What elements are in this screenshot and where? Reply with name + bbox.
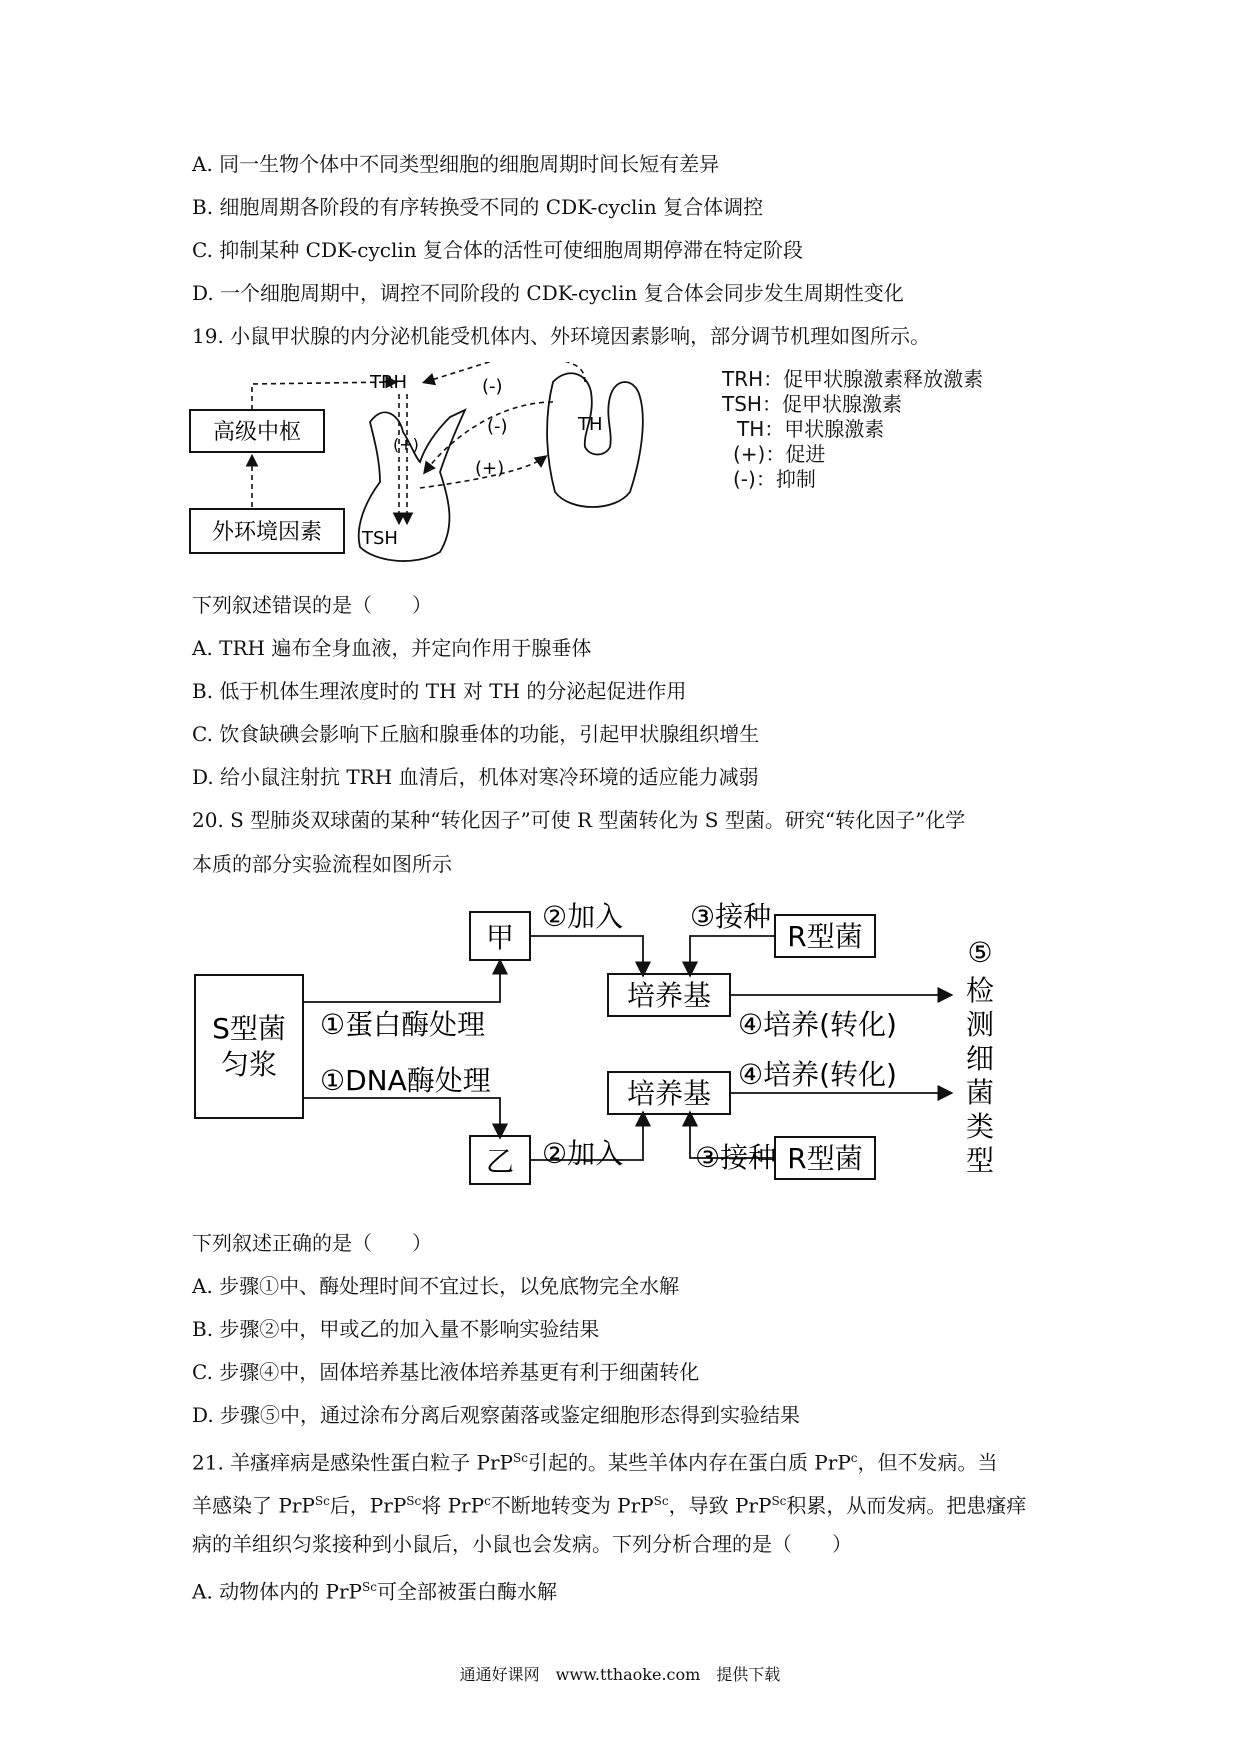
q21-text: 引起的。某些羊体内存在蛋白质 PrP [527,1450,851,1475]
dnase-arrow [303,1098,500,1136]
detect-bacteria-type-label [966,936,994,1177]
s-homogenate-label-2: 匀浆 [220,1048,278,1081]
q19-option-b: B. 低于机体生理浓度时的 TH 对 TH 的分泌起促进作用 [192,679,687,703]
jia-label: 甲 [485,921,515,954]
detect-char-1: 检 [965,974,995,1007]
q21-stem-line1 [192,1446,998,1475]
q20-question: 下列叙述正确的是（ ） [192,1231,432,1255]
superscript-sc: Sc [513,1451,528,1465]
r-bacteria-label-top: R型菌 [787,920,863,953]
s-homogenate-box [195,975,303,1118]
legend-trh: TRH：促甲状腺激素释放激素 [722,367,984,391]
yi-label: 乙 [485,1145,515,1178]
add-arrow-top [530,936,643,974]
q21-stem-line2 [192,1489,1026,1518]
inoculate-arrow-top [690,936,775,974]
q21-text: 后，PrP [329,1493,407,1518]
plus-label-thyroid: (+) [475,458,505,479]
q21-text: 将 PrP [421,1493,485,1518]
superscript-sc: Sc [653,1494,669,1508]
detect-char-4: 菌 [965,1076,995,1109]
q21-text: 羊感染了 PrP [192,1493,315,1518]
higher-center-label: 高级中枢 [212,420,302,445]
detect-char-3: 细 [965,1042,995,1075]
detect-char-6: 型 [965,1144,995,1177]
r-bacteria-label-bottom: R型菌 [787,1142,863,1175]
legend-th: TH：甲状腺激素 [737,417,885,441]
q19-option-c: C. 饮食缺碘会影响下丘脑和腺垂体的功能，引起甲状腺组织增生 [192,722,760,746]
q21-text: A. 动物体内的 PrP [192,1579,362,1604]
q19-stem: 19. 小鼠甲状腺的内分泌机能受机体内、外环境因素影响，部分调节机理如图所示。 [192,324,931,348]
q21-stem-line3: 病的羊组织匀浆接种到小鼠后，小鼠也会发病。下列分析合理的是（ ） [192,1532,852,1556]
add-label-top: ②加入 [542,900,624,933]
minus-label-pituitary: (-) [487,416,508,437]
medium-label-top: 培养基 [626,979,712,1012]
q19-hormone-diagram [185,362,725,567]
q18-option-b: B. 细胞周期各阶段的有序转换受不同的 CDK-cyclin 复合体调控 [192,195,764,219]
q18-option-a: A. 同一生物个体中不同类型细胞的细胞周期时间长短有差异 [192,152,720,176]
dnase-label: ①DNA酶处理 [320,1064,491,1097]
superscript-sc: Sc [362,1580,377,1594]
th-label: TH [578,414,603,435]
inoculate-label-bottom: ③接种 [695,1141,777,1174]
q18-option-d: D. 一个细胞周期中，调控不同阶段的 CDK-cyclin 复合体会同步发生周期性变化 [192,281,904,305]
q21-option-a [192,1575,557,1604]
culture-label-top: ④培养(转化) [738,1008,897,1041]
q21-text: 可全部被蛋白酶水解 [376,1579,557,1604]
legend-promote: (+)：促进 [733,442,826,466]
q20-option-c: C. 步骤④中，固体培养基比液体培养基更有利于细菌转化 [192,1360,700,1384]
th-to-trh-feedback-arrow [425,362,585,382]
detect-char-0: ⑤ [967,936,993,969]
q20-option-a: A. 步骤①中、酶处理时间不宜过长，以免底物完全水解 [192,1274,680,1298]
s-homogenate-label-1: S型菌 [212,1012,286,1045]
add-label-bottom: ②加入 [542,1137,624,1170]
env-factor-label: 外环境因素 [211,520,323,545]
plus-label-pituitary: (+) [393,435,419,454]
q21-text: ，但不发病。当 [857,1450,998,1475]
q21-text: 积累，从而发病。把患瘙痒 [786,1493,1027,1518]
footer-source: 通通好课网 www.tthaoke.com 提供下载 [459,1665,781,1684]
q21-text: 21. 羊瘙痒病是感染性蛋白粒子 PrP [192,1450,513,1475]
protease-arrow [303,962,500,1002]
superscript-sc: Sc [771,1494,787,1508]
q20-stem-line2: 本质的部分实验流程如图所示 [192,852,452,876]
q21-text: 不断地转变为 PrP [490,1493,654,1518]
superscript-c: c [484,1494,491,1508]
q19-question: 下列叙述错误的是（ ） [192,593,432,617]
superscript-sc: Sc [406,1494,422,1508]
q19-option-a: A. TRH 遍布全身血液，并定向作用于腺垂体 [192,636,592,660]
protease-label: ①蛋白酶处理 [320,1008,486,1041]
legend-inhibit: (-)：抑制 [733,467,816,491]
legend-tsh: TSH：促甲状腺激素 [722,392,902,416]
q20-option-d: D. 步骤⑤中，通过涂布分离后观察菌落或鉴定细胞形态得到实验结果 [192,1403,801,1427]
trh-label: TRH [370,372,408,393]
thyroid-shape [547,373,643,507]
culture-label-bottom: ④培养(转化) [738,1058,897,1091]
q21-text: ，导致 PrP [668,1493,772,1518]
superscript-sc: Sc [314,1494,330,1508]
medium-label-bottom: 培养基 [626,1077,712,1110]
q19-option-d: D. 给小鼠注射抗 TRH 血清后，机体对寒冷环境的适应能力减弱 [192,765,759,789]
tsh-label: TSH [362,528,398,549]
superscript-c: c [850,1451,858,1465]
detect-char-5: 类 [965,1110,995,1143]
inoculate-label-top: ③接种 [690,900,772,933]
q20-stem-line1: 20. S 型肺炎双球菌的某种“转化因子”可使 R 型菌转化为 S 型菌。研究“转化因子”化学 [192,808,966,832]
detect-char-2: 测 [965,1008,995,1041]
q20-option-b: B. 步骤②中，甲或乙的加入量不影响实验结果 [192,1317,600,1341]
minus-label-trh: (-) [482,376,503,397]
q18-option-c: C. 抑制某种 CDK-cyclin 复合体的活性可使细胞周期停滞在特定阶段 [192,238,803,262]
q20-experiment-flow-diagram [190,890,1020,1200]
